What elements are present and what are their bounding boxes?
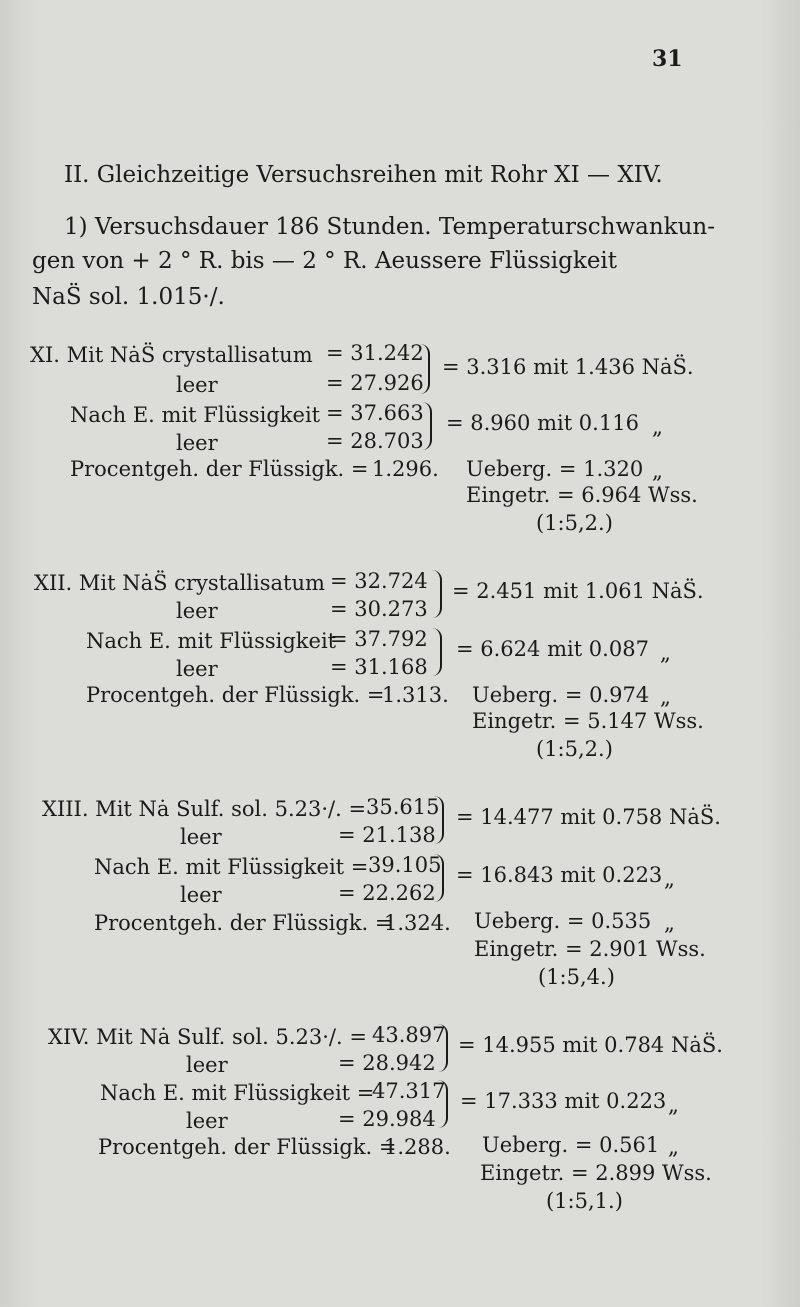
series-label: XI. Mit NȧS̈ crystallisatum [30, 343, 313, 367]
value-filled: 35.615 [366, 795, 440, 819]
ratio: (1:5,2.) [536, 737, 613, 761]
difference-result: = 14.477 mit 0.758 NȧS̈. [456, 805, 721, 829]
leer-label: leer [176, 599, 218, 623]
difference-result-2: = 6.624 mit 0.087 [456, 637, 649, 661]
value-after: 39.105 [368, 853, 442, 877]
value-after-empty: = 22.262 [338, 881, 436, 905]
ratio: (1:5,4.) [538, 965, 615, 989]
entered-water: Eingetr. = 5.147 Wss. [472, 709, 704, 733]
intro-line-3: NaS̈ sol. 1.015·/. [32, 284, 225, 310]
ratio: (1:5,1.) [546, 1189, 623, 1213]
entered-water: Eingetr. = 2.901 Wss. [474, 937, 706, 961]
brace [438, 1024, 448, 1072]
ditto-mark: „ [664, 867, 675, 891]
intro-line-1: 1) Versuchsdauer 186 Stunden. Temperaturschwankun- [64, 214, 716, 240]
value-empty: = 30.273 [330, 597, 428, 621]
value-empty: = 28.942 [338, 1051, 436, 1075]
difference-result-2: = 8.960 mit 0.116 [446, 411, 639, 435]
percent-value: 1.296. [372, 457, 439, 481]
value-filled: = 31.242 [326, 341, 424, 365]
ditto-mark: „ [668, 1135, 679, 1159]
after-label: Nach E. mit Flüssigkeit [70, 403, 321, 427]
value-after-empty: = 29.984 [338, 1107, 436, 1131]
ditto-mark: „ [652, 459, 663, 483]
ditto-mark: „ [668, 1093, 679, 1117]
series-label: XIV. Mit Nȧ Sulf. sol. 5.23·/. = [48, 1025, 367, 1049]
value-after: = 37.792 [330, 627, 428, 651]
value-after: 47.317 [372, 1079, 446, 1103]
percent-label: Procentgeh. der Flüssigk. = [94, 911, 393, 935]
difference-result: = 3.316 mit 1.436 NȧS̈. [442, 355, 694, 379]
entered-water: Eingetr. = 2.899 Wss. [480, 1161, 712, 1185]
value-empty: = 21.138 [338, 823, 436, 847]
difference-result-2: = 16.843 mit 0.223 [456, 863, 663, 887]
percent-value: 1.313. [382, 683, 449, 707]
series-label: XII. Mit NȧS̈ crystallisatum [34, 571, 325, 595]
value-after: = 37.663 [326, 401, 424, 425]
difference-result-2: = 17.333 mit 0.223 [460, 1089, 667, 1113]
after-label: Nach E. mit Flüssigkeit [86, 629, 337, 653]
series-label: XIII. Mit Nȧ Sulf. sol. 5.23·/. = [42, 797, 367, 821]
percent-label: Procentgeh. der Flüssigk. = [98, 1135, 397, 1159]
brace [432, 570, 442, 618]
percent-value: 1.324. [384, 911, 451, 935]
transferred: Ueberg. = 0.974 [472, 683, 650, 707]
after-label: Nach E. mit Flüssigkeit = [100, 1081, 375, 1105]
brace [422, 402, 432, 450]
ratio: (1:5,2.) [536, 511, 613, 535]
ditto-mark: „ [660, 685, 671, 709]
brace [434, 854, 444, 902]
value-filled: = 32.724 [330, 569, 428, 593]
leer-label: leer [186, 1053, 228, 1077]
leer-label: leer [180, 883, 222, 907]
transferred: Ueberg. = 1.320 [466, 457, 644, 481]
leer-label: leer [176, 657, 218, 681]
percent-value: 1.288. [384, 1135, 451, 1159]
difference-result: = 2.451 mit 1.061 NȧS̈. [452, 579, 704, 603]
leer-label: leer [180, 825, 222, 849]
page-number: 31 [652, 46, 683, 72]
transferred: Ueberg. = 0.535 [474, 909, 652, 933]
brace [420, 344, 430, 394]
leer-label: leer [176, 431, 218, 455]
intro-line-2: gen von + 2 ° R. bis — 2 ° R. Aeussere Flüssigkeit [32, 248, 618, 274]
value-filled: 43.897 [372, 1023, 446, 1047]
brace [434, 796, 444, 844]
section-heading: II. Gleichzeitige Versuchsreihen mit Rohr XI — XIV. [64, 162, 663, 188]
transferred: Ueberg. = 0.561 [482, 1133, 660, 1157]
ditto-mark: „ [660, 641, 671, 665]
value-empty: = 27.926 [326, 371, 424, 395]
brace [438, 1080, 448, 1128]
value-after-empty: = 31.168 [330, 655, 428, 679]
leer-label: leer [176, 373, 218, 397]
entered-water: Eingetr. = 6.964 Wss. [466, 483, 698, 507]
leer-label: leer [186, 1109, 228, 1133]
difference-result: = 14.955 mit 0.784 NȧS̈. [458, 1033, 723, 1057]
ditto-mark: „ [652, 415, 663, 439]
percent-label: Procentgeh. der Flüssigk. = [86, 683, 385, 707]
percent-label: Procentgeh. der Flüssigk. = [70, 457, 369, 481]
after-label: Nach E. mit Flüssigkeit = [94, 855, 369, 879]
brace [432, 628, 442, 676]
ditto-mark: „ [664, 911, 675, 935]
value-after-empty: = 28.703 [326, 429, 424, 453]
